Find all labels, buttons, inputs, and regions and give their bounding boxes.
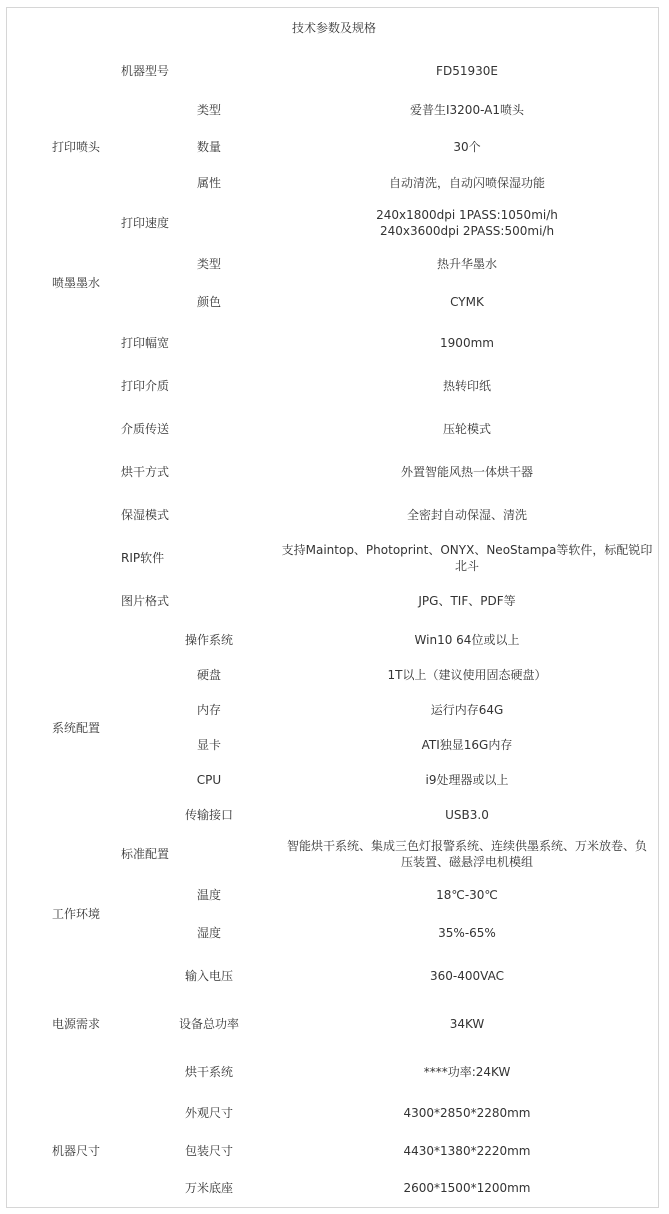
row-value-rip-line1: 支持Maintop、Photoprint、ONYX、NeoStampa等软件，标配锐印 (281, 543, 653, 557)
row-label-speed: 打印速度 (121, 216, 170, 230)
row-value-image-format: JPG、TIF、PDF等 (418, 594, 516, 608)
sub-value-temperature: 18℃-30℃ (436, 888, 498, 902)
sub-value-ink-type: 热升华墨水 (436, 257, 498, 271)
row-value-drying: 外置智能风热一体烘干器 (400, 465, 534, 479)
sub-label-interface: 传输接口 (184, 808, 234, 822)
sub-label-package-size: 包装尺寸 (184, 1144, 234, 1158)
row-value-standard-line2: 压装置、磁悬浮电机模组 (400, 855, 534, 869)
group-label-system: 系统配置 (52, 721, 101, 735)
sub-value-cpu: i9处理器或以上 (425, 773, 509, 787)
sub-label-printhead-attr: 属性 (196, 176, 222, 190)
sub-label-printhead-count: 数量 (196, 140, 222, 154)
sub-value-memory: 运行内存64G (430, 703, 504, 717)
sub-value-total-power: 34KW (449, 1017, 485, 1031)
sub-label-base-size: 万米底座 (184, 1181, 234, 1195)
sub-label-total-power: 设备总功率 (178, 1017, 240, 1031)
row-value-moisture: 全密封自动保湿、清洗 (406, 508, 528, 522)
sub-label-outer-size: 外观尺寸 (184, 1106, 234, 1120)
sub-value-input-voltage: 360-400VAC (430, 969, 504, 983)
sub-label-memory: 内存 (196, 703, 222, 717)
sub-value-package-size: 4430*1380*2220mm (403, 1144, 531, 1158)
sub-label-cpu: CPU (196, 773, 222, 787)
row-label-print-width: 打印幅宽 (121, 336, 170, 350)
group-label-environment: 工作环境 (52, 907, 101, 921)
group-label-dimensions: 机器尺寸 (52, 1144, 101, 1158)
row-value-print-width: 1900mm (440, 336, 494, 350)
sub-label-humidity: 湿度 (196, 926, 222, 940)
row-label-media: 打印介质 (121, 379, 170, 393)
sub-value-ink-color: CYMK (450, 295, 484, 309)
row-label-drying: 烘干方式 (121, 465, 170, 479)
spec-table (6, 7, 659, 1208)
row-label-standard: 标准配置 (121, 847, 170, 861)
sub-value-printhead-type: 爱普生I3200-A1喷头 (410, 103, 524, 117)
row-value-standard-line1: 智能烘干系统、集成三色灯报警系统、连续供墨系统、万米放卷、负 (286, 839, 648, 853)
sub-label-temperature: 温度 (196, 888, 222, 902)
sub-label-os: 操作系统 (184, 633, 234, 647)
sub-value-base-size: 2600*1500*1200mm (403, 1181, 531, 1195)
row-value-model: FD51930E (436, 64, 498, 78)
sub-label-ink-color: 颜色 (196, 295, 222, 309)
sub-value-gpu: ATI独显16G内存 (421, 738, 513, 752)
group-label-power: 电源需求 (52, 1017, 101, 1031)
sub-value-interface: USB3.0 (445, 808, 489, 822)
sub-value-disk: 1T以上（建议使用固态硬盘） (387, 668, 547, 682)
row-value-speed-line2: 240x3600dpi 2PASS:500mi/h (379, 224, 555, 238)
row-value-rip-line2: 北斗 (454, 559, 480, 573)
sub-label-dryer-system: 烘干系统 (184, 1065, 234, 1079)
group-label-ink: 喷墨墨水 (52, 276, 101, 290)
row-label-rip: RIP软件 (121, 551, 165, 565)
row-value-media: 热转印纸 (442, 379, 492, 393)
table-title: 技术参数及规格 (291, 21, 377, 35)
sub-value-dryer-system: ****功率:24KW (423, 1065, 511, 1079)
sub-value-humidity: 35%-65% (438, 926, 496, 940)
row-label-model: 机器型号 (121, 64, 170, 78)
sub-value-os: Win10 64位或以上 (414, 633, 520, 647)
sub-label-gpu: 显卡 (196, 738, 222, 752)
sub-value-printhead-count: 30个 (453, 140, 481, 154)
row-label-media-feed: 介质传送 (121, 422, 170, 436)
row-label-image-format: 图片格式 (121, 594, 170, 608)
row-value-speed-line1: 240x1800dpi 1PASS:1050mi/h (376, 208, 558, 222)
group-label-printhead: 打印喷头 (52, 140, 101, 154)
sub-label-input-voltage: 输入电压 (184, 969, 234, 983)
sub-value-outer-size: 4300*2850*2280mm (403, 1106, 531, 1120)
sub-label-disk: 硬盘 (196, 668, 222, 682)
row-value-media-feed: 压轮模式 (442, 422, 492, 436)
sub-value-printhead-attr: 自动清洗，自动闪喷保湿功能 (388, 176, 546, 190)
row-label-moisture: 保湿模式 (121, 508, 170, 522)
sub-label-ink-type: 类型 (196, 257, 222, 271)
sub-label-printhead-type: 类型 (196, 103, 222, 117)
